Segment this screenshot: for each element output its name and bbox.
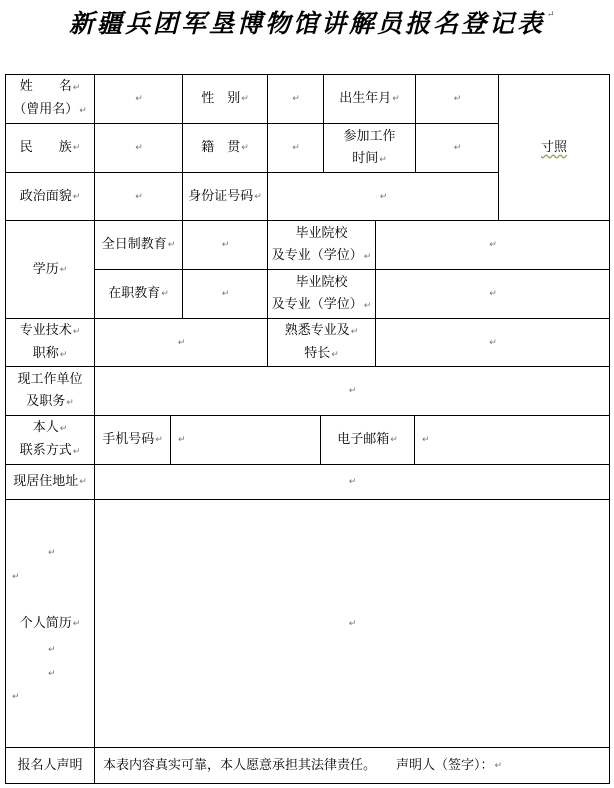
education-label: 学历 ↵ — [32, 261, 68, 277]
email-field[interactable]: ↵ — [422, 435, 430, 445]
inservice-label: 在职教育 ↵ — [108, 286, 169, 301]
id-number-label: 身份证号码 ↵ — [188, 188, 262, 204]
name-label: 姓 名↵ （曾用名）↵ — [13, 79, 87, 117]
mobile-field[interactable]: ↵ — [178, 435, 186, 445]
table-border-bottom — [5, 783, 610, 784]
inservice-school-field[interactable]: ↵ — [489, 289, 497, 299]
contact-label: 本人↵ 联系方式↵ — [19, 420, 81, 458]
fulltime-school-field[interactable]: ↵ — [489, 240, 497, 250]
fulltime-field[interactable]: ↵ — [221, 240, 230, 250]
paragraph-mark: ↵ — [12, 692, 20, 702]
declaration-label: 报名人声明 — [17, 757, 83, 773]
signature-label: 声明人（签字）： — [396, 757, 494, 773]
tech-title-label: 专业技术↵ 职称↵ — [19, 322, 81, 361]
tech-title-field[interactable]: ↵ — [177, 337, 186, 348]
resume-field[interactable]: ↵ — [348, 618, 357, 629]
expertise-label: 熟悉专业及↵ 特长↵ — [284, 322, 359, 361]
birth-label: 出生年月 ↵ — [339, 91, 400, 106]
inservice-field[interactable]: ↵ — [221, 289, 230, 299]
mobile-label: 手机号码 ↵ — [102, 432, 163, 447]
form-title: 新疆兵团军垦博物馆讲解员报名登记表 ↵ — [68, 9, 558, 38]
ethnicity-field[interactable]: ↵ — [135, 143, 143, 153]
gender-label: 性 别 ↵ — [201, 91, 249, 106]
native-label: 籍 贯 ↵ — [201, 140, 249, 155]
workplace-field[interactable]: ↵ — [348, 386, 357, 396]
work-start-field[interactable]: ↵ — [453, 143, 462, 153]
inservice-school-label: 毕业院校 及专业（学位）↵ — [271, 274, 372, 312]
political-field[interactable]: ↵ — [135, 191, 143, 202]
workplace-label: 现工作单位 及职务↵ — [17, 371, 83, 409]
email-label: 电子邮箱 ↵ — [337, 432, 398, 447]
fulltime-label: 全日制教育 ↵ — [101, 237, 176, 252]
name-field[interactable]: ↵ — [135, 94, 143, 104]
table-border-right — [609, 74, 610, 784]
declaration-text: 本表内容真实可靠，本人愿意承担其法律责任。 — [103, 757, 377, 773]
expertise-field[interactable]: ↵ — [489, 337, 497, 348]
gender-field[interactable]: ↵ — [292, 94, 300, 104]
paragraph-mark: ↵ — [48, 669, 56, 679]
address-field[interactable]: ↵ — [348, 477, 357, 487]
id-number-field[interactable]: ↵ — [379, 191, 388, 202]
political-label: 政治面貌 ↵ — [19, 188, 81, 204]
birth-field[interactable]: ↵ — [453, 94, 462, 104]
address-label: 现居住地址 ↵ — [13, 474, 87, 489]
paragraph-mark: ↵ — [12, 572, 20, 582]
paragraph-mark: ↵ — [48, 548, 56, 558]
paragraph-mark: ↵ — [48, 645, 56, 655]
native-field[interactable]: ↵ — [292, 143, 300, 153]
work-start-label: 参加工作 时间↵ — [343, 128, 396, 166]
fulltime-school-label: 毕业院校 及专业（学位）↵ — [271, 225, 372, 263]
photo-box[interactable]: 寸照 — [540, 139, 567, 155]
declaration-field[interactable]: 本表内容真实可靠，本人愿意承担其法律责任。 声明人（签字）： ↵ — [95, 748, 609, 783]
ethnicity-label: 民 族 ↵ — [19, 140, 81, 155]
resume-label: 个人简历 ↵ — [19, 615, 81, 631]
